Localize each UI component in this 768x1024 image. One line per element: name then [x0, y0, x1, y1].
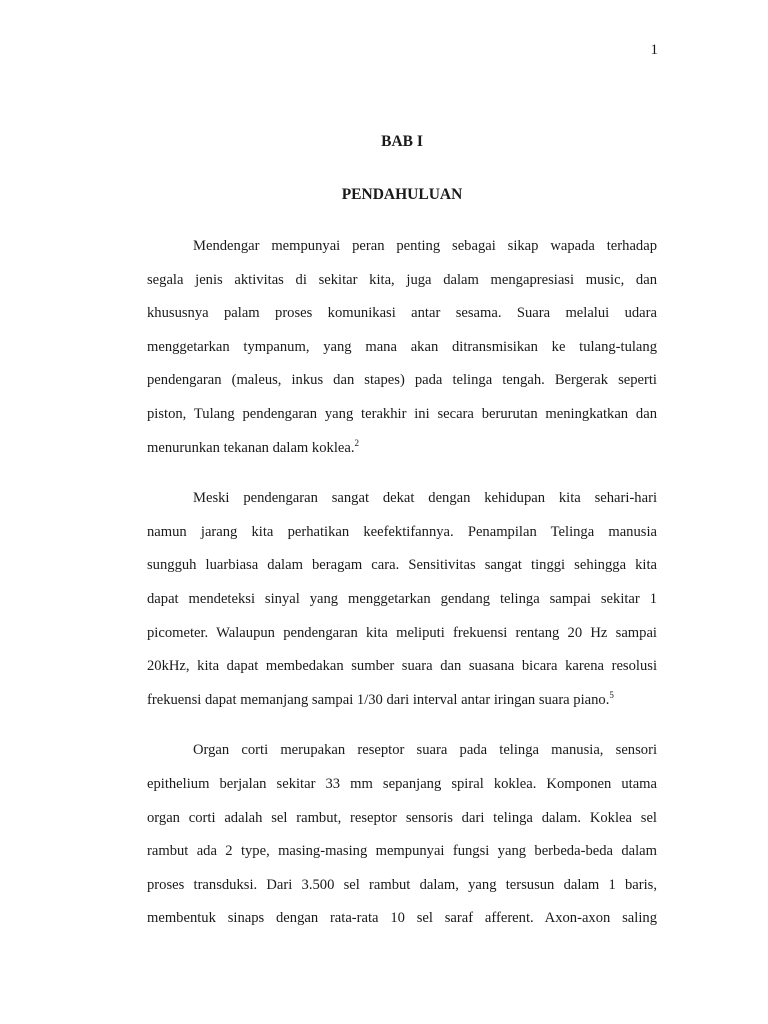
text-line: 20kHz, kita dapat membedakan sumber suara dan suasana bicara karena resolusi — [147, 658, 657, 675]
text-line: Meski pendengaran sangat dekat dengan kehidupan kita sehari-hari — [193, 490, 657, 507]
text-line: frekuensi dapat memanjang sampai 1/30 dari interval antar iringan suara piano. — [147, 691, 610, 708]
text-line: menggetarkan tympanum, yang mana akan ditransmisikan ke tulang-tulang — [147, 338, 657, 355]
chapter-title: PENDAHULUAN — [341, 186, 463, 203]
paragraph — [147, 235, 657, 470]
footnote-ref: 2 — [354, 437, 359, 448]
text-line: pendengaran (maleus, inkus dan stapes) pada telinga tengah. Bergerak seperti — [147, 372, 657, 389]
text-line: Organ corti merupakan reseptor suara pada telinga manusia, sensori — [193, 742, 657, 759]
text-line: sungguh luarbiasa dalam beragam cara. Sensitivitas sangat tinggi sehingga kita — [147, 557, 657, 574]
text-line: Mendengar mempunyai peran penting sebagai sikap wapada terhadap — [193, 238, 657, 254]
text-line: namun jarang kita perhatikan keefektifannya. Penampilan Telinga manusia — [147, 523, 657, 540]
text-line: segala jenis aktivitas di sekitar kita, juga dalam mengapresiasi music, dan — [147, 271, 657, 288]
paragraph — [147, 739, 657, 941]
text-line: organ corti adalah sel rambut, reseptor sensoris dari telinga dalam. Koklea sel — [147, 809, 657, 826]
text-line-last — [147, 437, 657, 471]
text-line: proses transduksi. Dari 3.500 sel rambut dalam, yang tersusun dalam 1 baris, — [147, 876, 657, 893]
text-line: rambut ada 2 type, masing-masing mempunyai fungsi yang berbeda-beda dalam — [147, 843, 657, 860]
body-text — [147, 235, 657, 958]
text-line: picometer. Walaupun pendengaran kita meliputi frekuensi rentang 20 Hz sampai — [147, 624, 657, 641]
paragraph — [147, 487, 657, 722]
text-line: dapat mendeteksi sinyal yang menggetarkan gendang telinga sampai sekitar 1 — [147, 590, 657, 607]
text-line: membentuk sinaps dengan rata-rata 10 sel saraf afferent. Axon-axon saling — [147, 910, 657, 927]
footnote-ref: 5 — [609, 689, 614, 700]
text-line: menurunkan tekanan dalam koklea. — [147, 439, 355, 456]
chapter-heading: BAB I — [381, 133, 423, 150]
text-line: epithelium berjalan sekitar 33 mm sepanjang spiral koklea. Komponen utama — [147, 775, 657, 792]
text-line-last — [147, 689, 657, 723]
page-number: 1 — [650, 42, 658, 58]
text-line: khususnya palam proses komunikasi antar sesama. Suara melalui udara — [147, 305, 657, 322]
text-line: piston, Tulang pendengaran yang terakhir ini secara berurutan meningkatkan dan — [147, 405, 657, 422]
